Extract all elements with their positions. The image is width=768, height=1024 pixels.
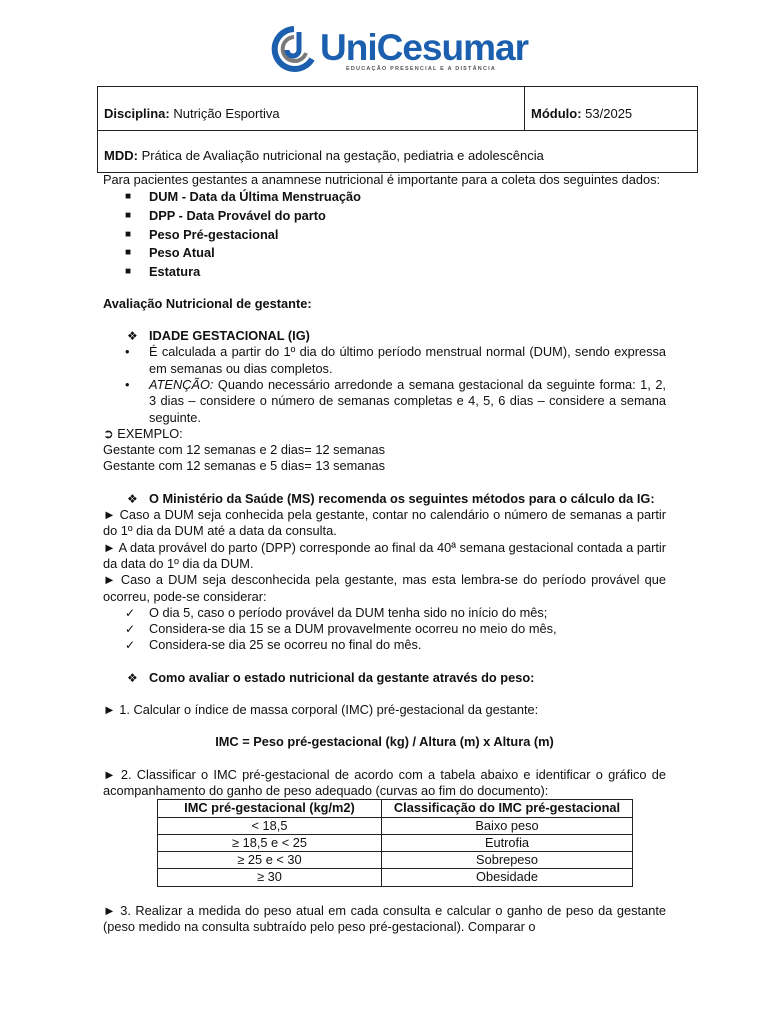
list-item-text: Estatura bbox=[149, 264, 201, 280]
imc-formula: IMC = Peso pré-gestacional (kg) / Altura (m) x Altura (m) bbox=[215, 734, 554, 750]
step-1-text: 1. Calcular o índice de massa corporal (IMC) pré-gestacional da gestante: bbox=[115, 702, 539, 718]
ig-heading bbox=[103, 328, 666, 344]
table-header-imc: IMC pré-gestacional (kg/m2) bbox=[158, 800, 382, 817]
mdd-label: MDD: bbox=[104, 148, 138, 163]
square-bullet-icon: ■ bbox=[125, 191, 132, 203]
unicesumar-emblem-icon bbox=[268, 26, 322, 72]
table-header-row bbox=[158, 800, 633, 817]
unicesumar-logo bbox=[268, 26, 528, 76]
table-cell: ≥ 30 bbox=[158, 869, 382, 886]
check-item-text: Considera-se dia 15 se a DUM provavelmente ocorreu no meio do mês, bbox=[149, 621, 557, 637]
ms-p2-text: A data provável do parto (DPP) corresponde ao final da 40ª semana gestacional contada a partir da data do 1º dia da DUM. bbox=[103, 539, 666, 571]
square-bullet-icon: ■ bbox=[125, 266, 132, 278]
intro-paragraph: Para pacientes gestantes a anamnese nutricional é importante para a coleta dos seguintes dados: bbox=[103, 172, 661, 187]
peso-title: Como avaliar o estado nutricional da gestante através do peso: bbox=[149, 669, 535, 685]
list-item bbox=[103, 637, 666, 653]
modulo-cell bbox=[525, 87, 698, 131]
logo-tagline: EDUCAÇÃO PRESENCIAL E A DISTÂNCIA bbox=[346, 66, 497, 72]
table-cell: Obesidade bbox=[382, 869, 633, 886]
pointer-arrow-icon: ► bbox=[103, 902, 116, 918]
modulo-value: 53/2025 bbox=[585, 106, 633, 121]
check-item-text: O dia 5, caso o período provável da DUM tenha sido no início do mês; bbox=[149, 604, 548, 620]
diamond-bullet-icon: ❖ bbox=[127, 670, 138, 685]
square-bullet-icon: ■ bbox=[125, 228, 132, 240]
square-bullet-icon: ■ bbox=[125, 210, 132, 221]
disciplina-label: Disciplina: bbox=[104, 106, 170, 121]
ms-heading bbox=[103, 491, 666, 507]
logo-wordmark bbox=[320, 28, 528, 68]
curved-arrow-icon: ➲ bbox=[103, 425, 114, 441]
step-2-text: 2. Classificar o IMC pré-gestacional de acordo com a tabela abaixo e identificar o gráfico de acompanhamento do ganho de peso adequado (curvas ao fim do documento): bbox=[103, 766, 666, 798]
example-line-2: Gestante com 12 semanas e 5 dias= 13 semanas bbox=[103, 458, 386, 474]
table-cell: Baixo peso bbox=[382, 817, 633, 834]
ms-title: O Ministério da Saúde (MS) recomenda os seguintes métodos para o cálculo da IG: bbox=[149, 490, 655, 506]
table-cell: < 18,5 bbox=[158, 817, 382, 834]
pointer-arrow-icon: ► bbox=[103, 702, 116, 718]
step-3 bbox=[103, 903, 666, 936]
table-row bbox=[158, 817, 633, 834]
pointer-arrow-icon: ► bbox=[103, 572, 116, 588]
table-cell: Sobrepeso bbox=[382, 852, 633, 869]
peso-heading bbox=[103, 670, 666, 686]
example-heading bbox=[103, 426, 666, 442]
modulo-label: Módulo: bbox=[531, 106, 582, 121]
example-label: EXEMPLO: bbox=[117, 425, 183, 441]
list-item-text: Peso Atual bbox=[149, 245, 215, 261]
ig-title: IDADE GESTACIONAL (IG) bbox=[149, 328, 310, 344]
mdd-cell bbox=[98, 131, 698, 173]
check-icon: ✓ bbox=[125, 622, 136, 637]
list-item-text: DPP - Data Provável do parto bbox=[149, 208, 326, 223]
diamond-bullet-icon: ❖ bbox=[127, 329, 138, 344]
disciplina-value: Nutrição Esportiva bbox=[173, 106, 280, 121]
table-cell: ≥ 18,5 e < 25 bbox=[158, 834, 382, 851]
check-item-text: Considera-se dia 25 se ocorreu no final do mês. bbox=[149, 637, 422, 653]
ig-bullet-1: É calculada a partir do 1º dia do último período menstrual normal (DUM), sendo expressa em semanas ou dias completos. bbox=[149, 344, 666, 376]
ms-paragraph-3 bbox=[103, 572, 666, 605]
list-item bbox=[103, 344, 666, 377]
list-item bbox=[103, 377, 666, 426]
logo-cesumar: Cesumar bbox=[376, 27, 528, 68]
section-title-avaliacao: Avaliação Nutricional de gestante: bbox=[103, 295, 312, 311]
course-header-table bbox=[97, 86, 698, 173]
step-2 bbox=[103, 767, 666, 800]
list-item bbox=[103, 226, 666, 245]
table-cell: ≥ 25 e < 30 bbox=[158, 852, 382, 869]
ms-paragraph-1 bbox=[103, 507, 666, 540]
ig-bullet-2: Quando necessário arredonde a semana gestacional da seguinte forma: 1, 2, 3 dias – considere o número de semanas completas e 4, 5, 6 dias – considere a semana seguinte. bbox=[149, 377, 666, 425]
table-row bbox=[158, 869, 633, 886]
step-3-text: 3. Realizar a medida do peso atual em cada consulta e calcular o ganho de peso da gestante (peso medido na consulta subtraído pelo peso pré-gestacional). Comparar o bbox=[103, 902, 666, 935]
table-row bbox=[158, 852, 633, 869]
list-item bbox=[103, 188, 666, 207]
document-body bbox=[103, 172, 666, 935]
ms-paragraph-2 bbox=[103, 540, 666, 573]
step-1 bbox=[103, 702, 666, 718]
list-item-text: DUM - Data da Última Menstruação bbox=[149, 189, 361, 205]
list-item bbox=[103, 244, 666, 263]
ig-bullet-list bbox=[103, 344, 666, 425]
ms-p1-text: Caso a DUM seja conhecida pela gestante, contar no calendário o número de semanas a partir do 1º dia da DUM até a data da consulta. bbox=[103, 507, 666, 539]
table-header-classificacao: Classificação do IMC pré-gestacional bbox=[382, 800, 633, 817]
example-line-1: Gestante com 12 semanas e 2 dias= 12 semanas bbox=[103, 442, 386, 458]
pointer-arrow-icon: ► bbox=[103, 539, 116, 555]
pointer-arrow-icon: ► bbox=[103, 766, 116, 782]
ms-check-list bbox=[103, 605, 666, 654]
logo-uni: Uni bbox=[320, 27, 377, 68]
square-bullet-icon: ■ bbox=[125, 247, 132, 259]
imc-classification-table bbox=[157, 799, 633, 886]
dot-bullet-icon: • bbox=[125, 344, 130, 360]
list-item bbox=[103, 621, 666, 637]
disciplina-cell bbox=[98, 87, 525, 131]
data-items-list bbox=[103, 188, 666, 282]
list-item bbox=[103, 605, 666, 621]
check-icon: ✓ bbox=[125, 605, 136, 620]
dot-bullet-icon: • bbox=[125, 377, 130, 392]
list-item-text: Peso Pré-gestacional bbox=[149, 226, 279, 242]
mdd-value: Prática de Avaliação nutricional na gestação, pediatria e adolescência bbox=[141, 148, 544, 163]
diamond-bullet-icon: ❖ bbox=[127, 491, 138, 506]
attention-label: ATENÇÃO: bbox=[149, 377, 214, 392]
check-icon: ✓ bbox=[125, 638, 136, 653]
ms-p3-text: Caso a DUM seja desconhecida pela gestante, mas esta lembra-se do período provável que ocorreu, pode-se considerar: bbox=[103, 572, 666, 604]
table-cell: Eutrofia bbox=[382, 834, 633, 851]
list-item bbox=[103, 263, 666, 282]
table-row bbox=[158, 834, 633, 851]
list-item bbox=[103, 207, 666, 226]
pointer-arrow-icon: ► bbox=[103, 507, 116, 523]
